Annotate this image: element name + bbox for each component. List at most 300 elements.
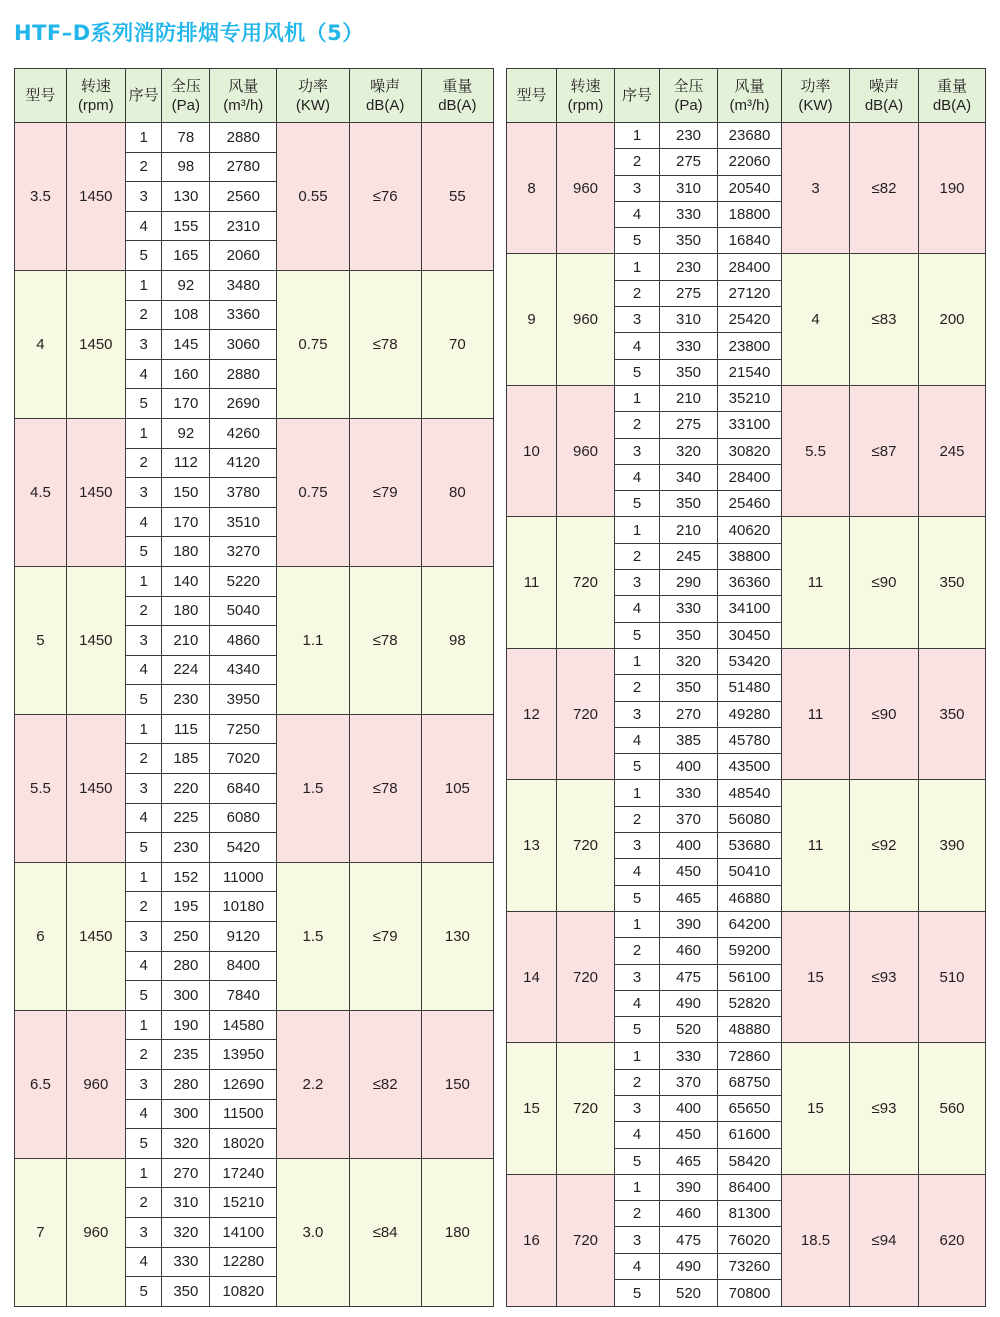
- weight-cell: 80: [421, 418, 493, 566]
- pressure-cell: 230: [162, 685, 210, 715]
- speed-cell: 1450: [66, 418, 125, 566]
- airflow-cell: 46880: [718, 885, 782, 911]
- table-row: [15, 123, 494, 153]
- index-cell: 3: [125, 626, 162, 656]
- pressure-cell: 385: [660, 727, 718, 753]
- noise-cell: ≤93: [850, 911, 919, 1042]
- power-cell: 1.5: [277, 714, 349, 862]
- airflow-cell: 2690: [210, 389, 277, 419]
- index-cell: 4: [615, 990, 660, 1016]
- header-unit: dB(A): [365, 96, 405, 114]
- header-row: [15, 69, 494, 123]
- index-cell: 3: [125, 774, 162, 804]
- weight-cell: 70: [421, 270, 493, 418]
- pressure-cell: 152: [162, 862, 210, 892]
- pressure-cell: 350: [660, 228, 718, 254]
- header-label: 序号: [621, 87, 652, 104]
- airflow-cell: 70800: [718, 1280, 782, 1307]
- header-label: 全压: [170, 77, 201, 95]
- header-unit: (rpm): [567, 96, 604, 114]
- pressure-cell: 210: [660, 385, 718, 411]
- airflow-cell: 2560: [210, 182, 277, 212]
- pressure-cell: 340: [660, 464, 718, 490]
- table-row: [507, 254, 986, 280]
- airflow-cell: 68750: [718, 1069, 782, 1095]
- index-cell: 4: [615, 1122, 660, 1148]
- power-cell: 11: [782, 780, 850, 911]
- pressure-cell: 450: [660, 859, 718, 885]
- index-cell: 5: [125, 833, 162, 863]
- header-label: 噪声: [868, 77, 899, 95]
- model-cell: 8: [507, 123, 557, 254]
- power-cell: 4: [782, 254, 850, 385]
- airflow-cell: 10820: [210, 1277, 277, 1307]
- pressure-cell: 350: [162, 1277, 210, 1307]
- airflow-cell: 14580: [210, 1010, 277, 1040]
- airflow-cell: 3270: [210, 537, 277, 567]
- pressure-cell: 475: [660, 964, 718, 990]
- noise-cell: ≤90: [850, 648, 919, 779]
- speed-cell: 720: [557, 517, 615, 648]
- airflow-cell: 43500: [718, 754, 782, 780]
- pressure-cell: 115: [162, 714, 210, 744]
- airflow-cell: 17240: [210, 1158, 277, 1188]
- index-cell: 2: [125, 152, 162, 182]
- pressure-cell: 210: [162, 626, 210, 656]
- index-cell: 2: [615, 938, 660, 964]
- speed-cell: 1450: [66, 123, 125, 271]
- table-row: [507, 123, 986, 149]
- pressure-cell: 108: [162, 300, 210, 330]
- header-noise: [850, 69, 919, 123]
- index-cell: 3: [125, 182, 162, 212]
- speed-cell: 720: [557, 1174, 615, 1306]
- model-cell: 15: [507, 1043, 557, 1174]
- index-cell: 4: [125, 951, 162, 981]
- index-cell: 4: [615, 201, 660, 227]
- header-pressure: [162, 69, 210, 123]
- airflow-cell: 50410: [718, 859, 782, 885]
- pressure-cell: 98: [162, 152, 210, 182]
- airflow-cell: 16840: [718, 228, 782, 254]
- header-label: 功率: [800, 77, 831, 95]
- pressure-cell: 475: [660, 1227, 718, 1253]
- index-cell: 1: [615, 1174, 660, 1200]
- noise-cell: ≤76: [349, 123, 421, 271]
- airflow-cell: 4340: [210, 655, 277, 685]
- airflow-cell: 2060: [210, 241, 277, 271]
- pressure-cell: 390: [660, 1174, 718, 1200]
- header-weight: [919, 69, 986, 123]
- pressure-cell: 112: [162, 448, 210, 478]
- pressure-cell: 370: [660, 806, 718, 832]
- noise-cell: ≤84: [349, 1158, 421, 1306]
- pressure-cell: 155: [162, 211, 210, 241]
- header-weight: [421, 69, 493, 123]
- noise-cell: ≤87: [850, 385, 919, 516]
- speed-cell: 720: [557, 1043, 615, 1174]
- airflow-cell: 38800: [718, 543, 782, 569]
- power-cell: 2.2: [277, 1010, 349, 1158]
- pressure-cell: 150: [162, 478, 210, 508]
- index-cell: 4: [125, 1247, 162, 1277]
- header-label: 转速: [570, 77, 601, 95]
- noise-cell: ≤78: [349, 270, 421, 418]
- index-cell: 5: [125, 685, 162, 715]
- airflow-cell: 81300: [718, 1201, 782, 1227]
- pressure-cell: 490: [660, 990, 718, 1016]
- pressure-cell: 224: [162, 655, 210, 685]
- header-label: 序号: [128, 87, 159, 104]
- index-cell: 3: [615, 1095, 660, 1121]
- power-cell: 11: [782, 517, 850, 648]
- index-cell: 1: [615, 1043, 660, 1069]
- index-cell: 1: [615, 780, 660, 806]
- airflow-cell: 4260: [210, 418, 277, 448]
- weight-cell: 350: [919, 517, 986, 648]
- airflow-cell: 56100: [718, 964, 782, 990]
- model-cell: 16: [507, 1174, 557, 1306]
- airflow-cell: 7020: [210, 744, 277, 774]
- model-cell: 7: [15, 1158, 67, 1306]
- model-cell: 3.5: [15, 123, 67, 271]
- pressure-cell: 460: [660, 1201, 718, 1227]
- spec-table-body: [15, 123, 494, 1307]
- header-unit: (m³/h): [729, 96, 770, 114]
- table-row: [15, 566, 494, 596]
- pressure-cell: 230: [660, 123, 718, 149]
- noise-cell: ≤83: [850, 254, 919, 385]
- noise-cell: ≤79: [349, 862, 421, 1010]
- model-cell: 5: [15, 566, 67, 714]
- speed-cell: 960: [557, 123, 615, 254]
- pressure-cell: 130: [162, 182, 210, 212]
- airflow-cell: 7250: [210, 714, 277, 744]
- speed-cell: 960: [66, 1158, 125, 1306]
- weight-cell: 190: [919, 123, 986, 254]
- header-label: 型号: [516, 87, 547, 104]
- pressure-cell: 330: [162, 1247, 210, 1277]
- model-cell: 9: [507, 254, 557, 385]
- model-cell: 4: [15, 270, 67, 418]
- weight-cell: 510: [919, 911, 986, 1042]
- power-cell: 15: [782, 911, 850, 1042]
- airflow-cell: 11000: [210, 862, 277, 892]
- airflow-cell: 2880: [210, 123, 277, 153]
- index-cell: 2: [125, 596, 162, 626]
- header-label: 型号: [25, 87, 56, 104]
- pressure-cell: 235: [162, 1040, 210, 1070]
- power-cell: 0.75: [277, 270, 349, 418]
- index-cell: 2: [125, 1040, 162, 1070]
- airflow-cell: 56080: [718, 806, 782, 832]
- airflow-cell: 30450: [718, 622, 782, 648]
- header-label: 重量: [442, 77, 473, 95]
- table-row: [15, 862, 494, 892]
- weight-cell: 350: [919, 648, 986, 779]
- weight-cell: 245: [919, 385, 986, 516]
- weight-cell: 98: [421, 566, 493, 714]
- index-cell: 3: [615, 701, 660, 727]
- airflow-cell: 65650: [718, 1095, 782, 1121]
- header-label: 全压: [673, 77, 704, 95]
- pressure-cell: 270: [660, 701, 718, 727]
- pressure-cell: 92: [162, 418, 210, 448]
- index-cell: 1: [615, 911, 660, 937]
- pressure-cell: 320: [660, 438, 718, 464]
- airflow-cell: 14100: [210, 1217, 277, 1247]
- index-cell: 5: [615, 622, 660, 648]
- index-cell: 5: [615, 1017, 660, 1043]
- model-cell: 6: [15, 862, 67, 1010]
- airflow-cell: 5420: [210, 833, 277, 863]
- pressure-cell: 275: [660, 412, 718, 438]
- pressure-cell: 520: [660, 1017, 718, 1043]
- index-cell: 1: [125, 418, 162, 448]
- pressure-cell: 350: [660, 675, 718, 701]
- airflow-cell: 6840: [210, 774, 277, 804]
- index-cell: 4: [125, 655, 162, 685]
- airflow-cell: 18020: [210, 1129, 277, 1159]
- pressure-cell: 180: [162, 596, 210, 626]
- index-cell: 4: [615, 1253, 660, 1279]
- pressure-cell: 220: [162, 774, 210, 804]
- header-speed: [557, 69, 615, 123]
- airflow-cell: 53680: [718, 833, 782, 859]
- pressure-cell: 270: [162, 1158, 210, 1188]
- noise-cell: ≤90: [850, 517, 919, 648]
- pressure-cell: 320: [162, 1129, 210, 1159]
- airflow-cell: 33100: [718, 412, 782, 438]
- airflow-cell: 48540: [718, 780, 782, 806]
- airflow-cell: 30820: [718, 438, 782, 464]
- index-cell: 2: [125, 1188, 162, 1218]
- index-cell: 2: [615, 412, 660, 438]
- index-cell: 5: [615, 359, 660, 385]
- table-row: [507, 1174, 986, 1200]
- index-cell: 5: [615, 491, 660, 517]
- airflow-cell: 21540: [718, 359, 782, 385]
- header-label: 风量: [734, 77, 765, 95]
- airflow-cell: 3510: [210, 507, 277, 537]
- index-cell: 4: [125, 803, 162, 833]
- pressure-cell: 400: [660, 1095, 718, 1121]
- power-cell: 5.5: [782, 385, 850, 516]
- speed-cell: 1450: [66, 862, 125, 1010]
- index-cell: 2: [615, 675, 660, 701]
- table-row: [15, 1158, 494, 1188]
- index-cell: 5: [615, 1280, 660, 1307]
- pressure-cell: 490: [660, 1253, 718, 1279]
- pressure-cell: 465: [660, 1148, 718, 1174]
- noise-cell: ≤92: [850, 780, 919, 911]
- header-label: 功率: [297, 77, 328, 95]
- airflow-cell: 28400: [718, 254, 782, 280]
- pressure-cell: 245: [660, 543, 718, 569]
- pressure-cell: 350: [660, 622, 718, 648]
- speed-cell: 720: [557, 780, 615, 911]
- weight-cell: 180: [421, 1158, 493, 1306]
- index-cell: 2: [125, 448, 162, 478]
- pressure-cell: 370: [660, 1069, 718, 1095]
- speed-cell: 960: [557, 385, 615, 516]
- airflow-cell: 35210: [718, 385, 782, 411]
- pressure-cell: 300: [162, 981, 210, 1011]
- airflow-cell: 5220: [210, 566, 277, 596]
- header-airflow: [210, 69, 277, 123]
- weight-cell: 150: [421, 1010, 493, 1158]
- header-row: [507, 69, 986, 123]
- weight-cell: 55: [421, 123, 493, 271]
- index-cell: 3: [615, 833, 660, 859]
- header-unit: (KW): [798, 96, 833, 114]
- airflow-cell: 5040: [210, 596, 277, 626]
- airflow-cell: 53420: [718, 648, 782, 674]
- pressure-cell: 290: [660, 570, 718, 596]
- pressure-cell: 165: [162, 241, 210, 271]
- index-cell: 2: [125, 744, 162, 774]
- index-cell: 5: [125, 1129, 162, 1159]
- pressure-cell: 390: [660, 911, 718, 937]
- weight-cell: 560: [919, 1043, 986, 1174]
- airflow-cell: 36360: [718, 570, 782, 596]
- airflow-cell: 27120: [718, 280, 782, 306]
- speed-cell: 720: [557, 911, 615, 1042]
- pressure-cell: 310: [660, 307, 718, 333]
- pressure-cell: 180: [162, 537, 210, 567]
- airflow-cell: 22060: [718, 149, 782, 175]
- pressure-cell: 330: [660, 333, 718, 359]
- speed-cell: 960: [66, 1010, 125, 1158]
- page-title: HTF–D系列消防排烟专用风机（5）: [14, 21, 364, 45]
- airflow-cell: 18800: [718, 201, 782, 227]
- header-unit: dB(A): [864, 96, 904, 114]
- table-row: [15, 714, 494, 744]
- index-cell: 1: [615, 254, 660, 280]
- index-cell: 4: [615, 464, 660, 490]
- index-cell: 5: [615, 228, 660, 254]
- pressure-cell: 330: [660, 1043, 718, 1069]
- header-label: 转速: [80, 77, 111, 95]
- speed-cell: 960: [557, 254, 615, 385]
- pressure-cell: 190: [162, 1010, 210, 1040]
- noise-cell: ≤78: [349, 714, 421, 862]
- airflow-cell: 20540: [718, 175, 782, 201]
- header-index: [125, 69, 162, 123]
- index-cell: 5: [125, 1277, 162, 1307]
- pressure-cell: 160: [162, 359, 210, 389]
- weight-cell: 620: [919, 1174, 986, 1306]
- pressure-cell: 210: [660, 517, 718, 543]
- noise-cell: ≤93: [850, 1043, 919, 1174]
- index-cell: 3: [125, 478, 162, 508]
- header-model: [15, 69, 67, 123]
- table-row: [507, 648, 986, 674]
- airflow-cell: 86400: [718, 1174, 782, 1200]
- index-cell: 2: [125, 300, 162, 330]
- power-cell: 11: [782, 648, 850, 779]
- pressure-cell: 400: [660, 754, 718, 780]
- index-cell: 1: [615, 385, 660, 411]
- noise-cell: ≤82: [349, 1010, 421, 1158]
- pressure-cell: 280: [162, 1070, 210, 1100]
- airflow-cell: 7840: [210, 981, 277, 1011]
- airflow-cell: 64200: [718, 911, 782, 937]
- index-cell: 3: [615, 438, 660, 464]
- airflow-cell: 45780: [718, 727, 782, 753]
- airflow-cell: 3780: [210, 478, 277, 508]
- power-cell: 0.55: [277, 123, 349, 271]
- index-cell: 2: [615, 1201, 660, 1227]
- airflow-cell: 2880: [210, 359, 277, 389]
- airflow-cell: 72860: [718, 1043, 782, 1069]
- model-cell: 5.5: [15, 714, 67, 862]
- airflow-cell: 3480: [210, 270, 277, 300]
- power-cell: 1.1: [277, 566, 349, 714]
- pressure-cell: 350: [660, 491, 718, 517]
- pressure-cell: 185: [162, 744, 210, 774]
- header-power: [782, 69, 850, 123]
- header-power: [277, 69, 349, 123]
- airflow-cell: 9120: [210, 922, 277, 952]
- power-cell: 18.5: [782, 1174, 850, 1306]
- index-cell: 1: [125, 566, 162, 596]
- pressure-cell: 465: [660, 885, 718, 911]
- header-unit: (KW): [295, 96, 331, 114]
- index-cell: 5: [125, 981, 162, 1011]
- spec-table-left: [14, 68, 494, 1307]
- noise-cell: ≤78: [349, 566, 421, 714]
- noise-cell: ≤79: [349, 418, 421, 566]
- index-cell: 3: [125, 1070, 162, 1100]
- model-cell: 10: [507, 385, 557, 516]
- pressure-cell: 320: [162, 1217, 210, 1247]
- airflow-cell: 23800: [718, 333, 782, 359]
- index-cell: 2: [615, 280, 660, 306]
- header-unit: dB(A): [438, 96, 477, 114]
- index-cell: 1: [125, 123, 162, 153]
- index-cell: 1: [125, 270, 162, 300]
- airflow-cell: 15210: [210, 1188, 277, 1218]
- index-cell: 3: [615, 964, 660, 990]
- airflow-cell: 34100: [718, 596, 782, 622]
- index-cell: 1: [125, 1010, 162, 1040]
- weight-cell: 130: [421, 862, 493, 1010]
- pressure-cell: 170: [162, 507, 210, 537]
- pressure-cell: 225: [162, 803, 210, 833]
- header-index: [615, 69, 660, 123]
- pressure-cell: 330: [660, 780, 718, 806]
- airflow-cell: 51480: [718, 675, 782, 701]
- index-cell: 4: [125, 211, 162, 241]
- airflow-cell: 48880: [718, 1017, 782, 1043]
- airflow-cell: 40620: [718, 517, 782, 543]
- pressure-cell: 310: [660, 175, 718, 201]
- airflow-cell: 49280: [718, 701, 782, 727]
- index-cell: 2: [615, 543, 660, 569]
- noise-cell: ≤94: [850, 1174, 919, 1306]
- index-cell: 3: [615, 1227, 660, 1253]
- model-cell: 11: [507, 517, 557, 648]
- index-cell: 1: [125, 714, 162, 744]
- model-cell: 4.5: [15, 418, 67, 566]
- header-airflow: [718, 69, 782, 123]
- index-cell: 3: [615, 175, 660, 201]
- weight-cell: 105: [421, 714, 493, 862]
- header-pressure: [660, 69, 718, 123]
- header-label: 重量: [936, 77, 967, 95]
- power-cell: 15: [782, 1043, 850, 1174]
